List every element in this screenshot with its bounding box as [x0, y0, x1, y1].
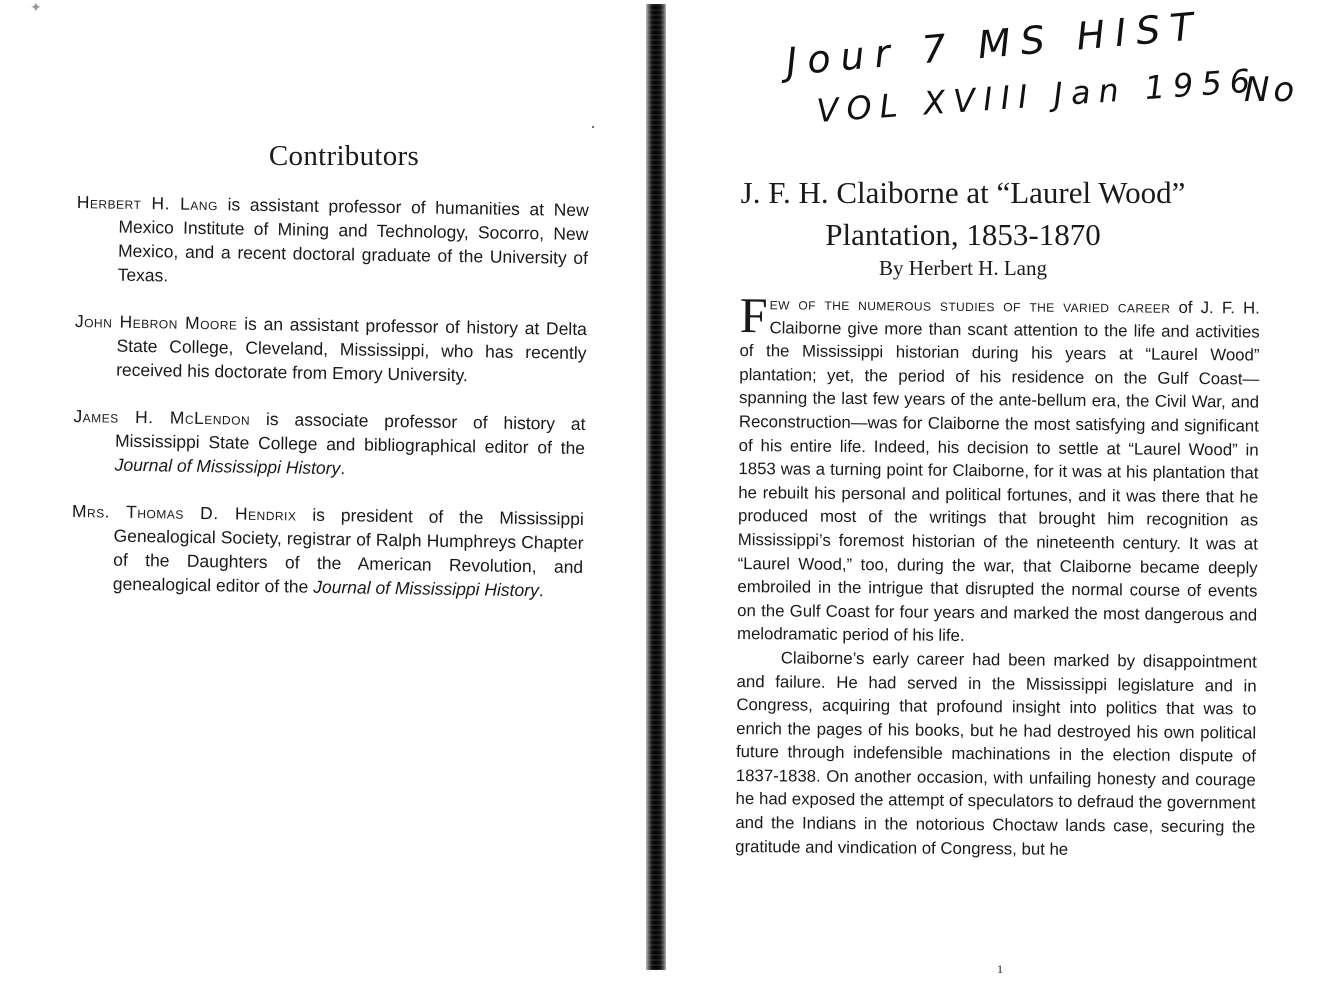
- article-title-line2: Plantation, 1853-1870: [825, 217, 1101, 252]
- contributor-name: Herbert H. Lang: [76, 191, 219, 215]
- contributor-bio: is assistant professor of humanities at New Mexico Institute of Mining and Technology, Socorro, New Mexico, and a recent doctoral graduate of the University of Texas.: [117, 194, 589, 286]
- margin-speck: [592, 126, 594, 128]
- article-title: [668, 172, 1258, 256]
- handwritten-note-corner: No: [1244, 70, 1299, 110]
- contributor-bio: is associate professor of history at Mississippi State College and bibliographical editor of the: [114, 408, 586, 459]
- contributor-bio-end: .: [340, 458, 346, 479]
- contributor-entry-hendrix: [71, 499, 584, 603]
- article-paragraph-2: Claiborne’s early career had been marked by disappointment and failure. He had served in the Mississippi legislature and in Congress, acquiring that profound insight into politics that was to enrich the pages of his books, but he had destroyed his own political future through indefensible machinations in the election dispute of 1837-1838. On another occasion, with unfailing honesty and courage he had exposed the attempt of speculators to defraud the government and the Indians in the notorious Choctaw lands case, securing the gratitude and vindication of Congress, but he: [735, 648, 1257, 859]
- article-title-line1: J. F. H. Claiborne at “Laurel Wood”: [740, 175, 1186, 210]
- corner-mark: ✦: [30, 0, 42, 16]
- contributor-entry-lang: [75, 190, 588, 294]
- contributors-list: [70, 190, 589, 626]
- handwritten-note-line1: Jour 7 MS HIST: [784, 3, 1206, 85]
- contributor-name: James H. McLendon: [73, 405, 251, 429]
- article-byline: By Herbert H. Lang: [879, 256, 1047, 280]
- journal-title: Journal of Mississippi History: [114, 454, 341, 479]
- book-gutter: [646, 4, 666, 970]
- contributor-name: Mrs. Thomas D. Hendrix: [71, 500, 297, 525]
- article-paragraph-1: [736, 287, 1260, 650]
- contributor-entry-moore: [74, 309, 587, 389]
- contributor-entry-mclendon: [73, 404, 586, 484]
- handwritten-note-line2: VOL XVIII Jan 1956: [815, 61, 1260, 131]
- page-number: 1: [997, 962, 1003, 976]
- article-body: [735, 287, 1260, 863]
- lead-in-text: ew of the numerous studies of the varied career: [769, 294, 1171, 317]
- paragraph-text: of J. F. H. Claiborne give more than scant attention to the life and activities of the Mississippi historian during his years at “Laurel Wood” plantation; yet, the period of his residence on the Gulf Coast—spanning the last few years of the ante-bellum era, the Civil War, and Reconstruction—was for Claiborne the most satisfying and significant of his entire life. Indeed, his decision to settle at “Laurel Wood” in 1853 was a turning point for Claiborne, for it was at his plantation that he rebuilt his personal and political fortunes, and it was there that he produced most of the writings that brought him recognition as Mississippi’s foremost historian of the nineteenth century. It was at “Laurel Wood,” too, during the war, that Claiborne became deeply embroiled in the intrigue that disrupted the normal course of events on the Gulf Coast for four years and marked the most dangerous and melodramatic period of his life.: [736, 297, 1260, 646]
- contributor-bio: is president of the Mississippi Genealogical Society, registrar of Ralph Humphreys Chapter of the Daughters of the American Revolution, and genealogical editor of the: [112, 504, 585, 597]
- contributor-bio-end: .: [538, 580, 544, 601]
- contributors-title: Contributors: [268, 140, 420, 172]
- journal-title: Journal of Mississippi History: [313, 576, 539, 601]
- left-page: [0, 0, 640, 992]
- contributor-bio: is an assistant professor of history at Delta State College, Cleveland, Mississippi, who has recently received his doctorate from Emory University.: [116, 313, 588, 386]
- contributor-name: John Hebron Moore: [74, 310, 238, 334]
- drop-cap: F: [739, 287, 768, 344]
- right-page: [668, 0, 1299, 992]
